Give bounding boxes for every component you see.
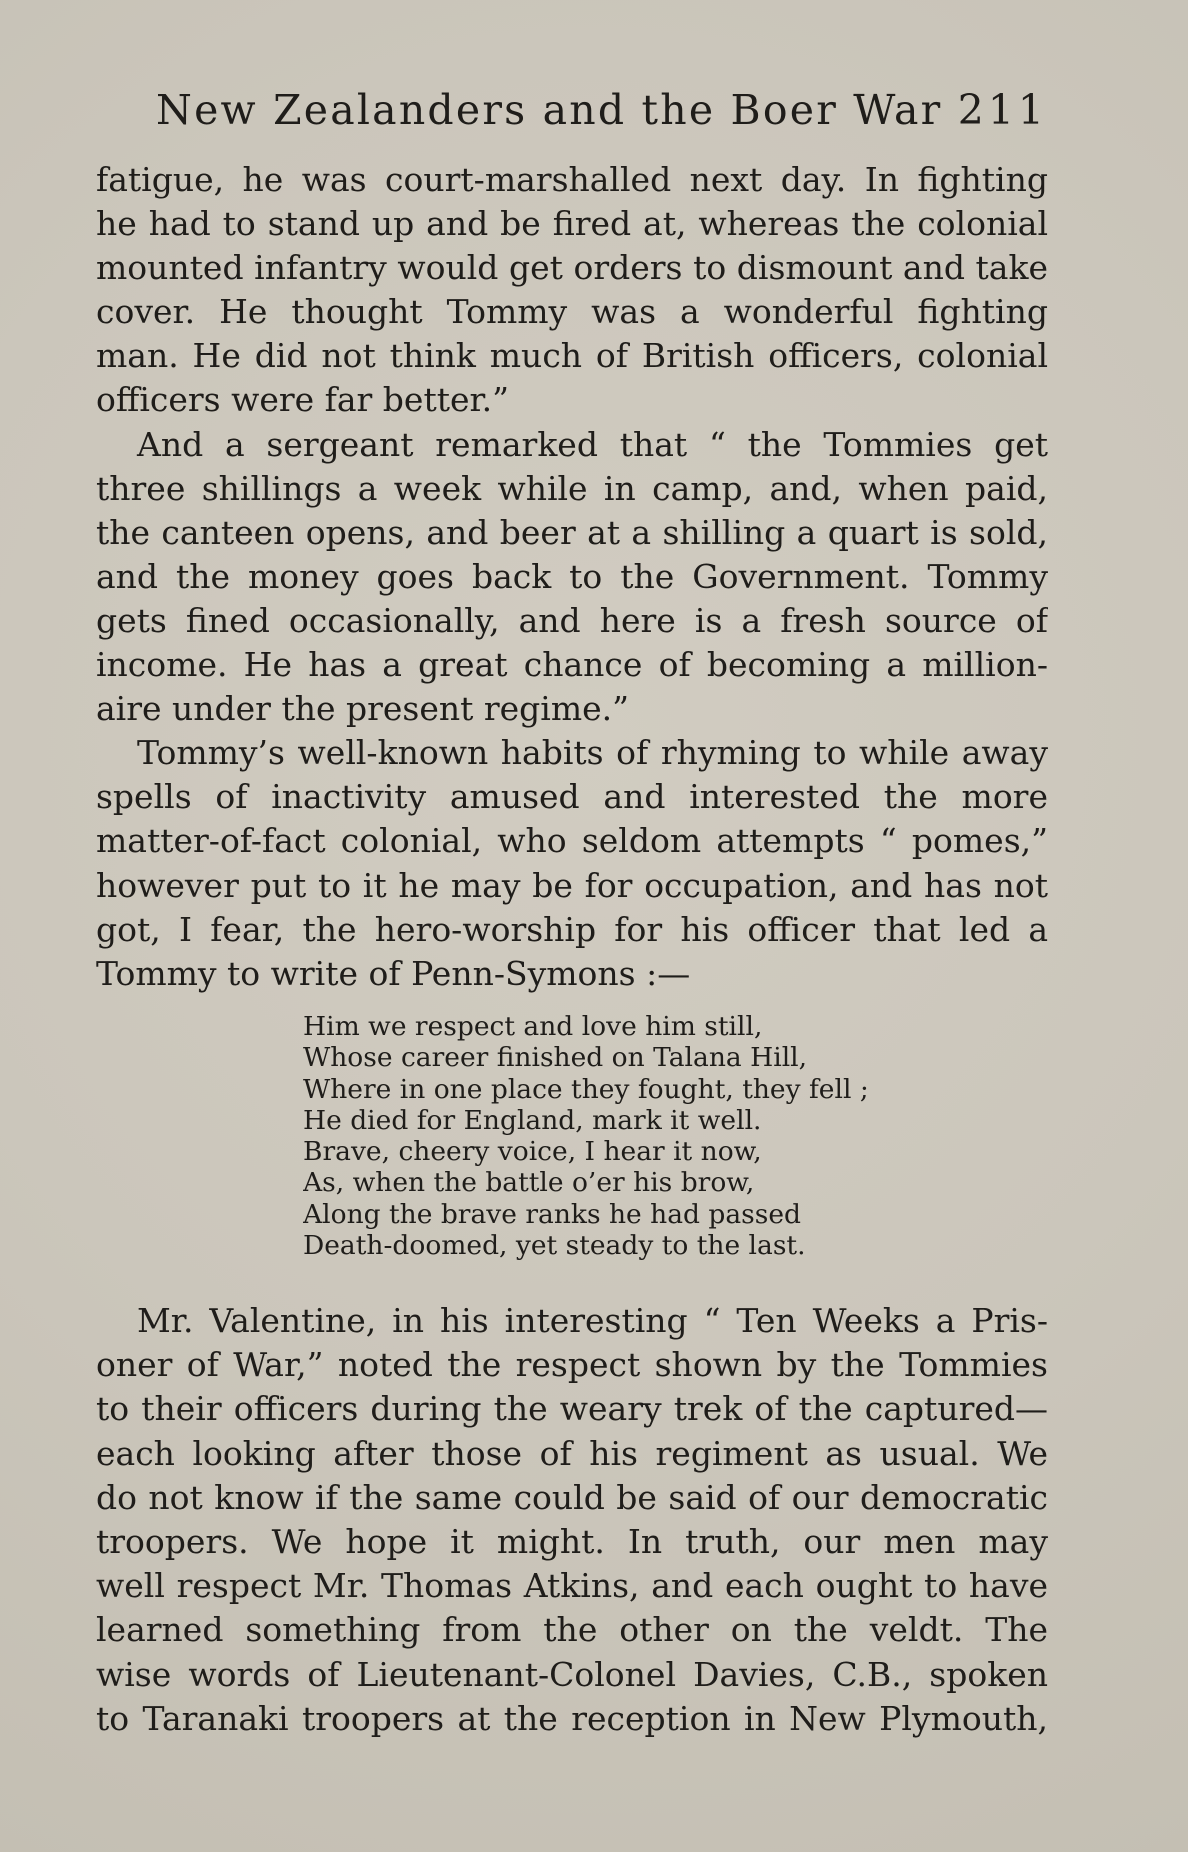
text-line: each looking after those of his regiment as usual. We xyxy=(96,1433,1048,1473)
poem-line: Whose career finished on Talana Hill, xyxy=(303,1042,808,1074)
paragraph-first-line: Mr. Valentine, in his interesting “ Ten Weeks a Pris- xyxy=(137,1301,1048,1340)
text-line: Tommy to write of Penn-Symons :— xyxy=(96,953,691,993)
paragraph-first-line: And a sergeant remarked that “ the Tommies get xyxy=(137,424,1048,464)
text-line: income. He has a great chance of becoming a million- xyxy=(96,645,1048,685)
text-line: however put to it he may be for occupation, and has not xyxy=(96,865,1048,905)
text-line: gets fined occasionally, and here is a fresh source of xyxy=(96,600,1048,640)
body-text-lower xyxy=(96,1299,1048,1741)
text-line: do not know if the same could be said of our democratic xyxy=(96,1477,1048,1517)
text-line: cover. He thought Tommy was a wonderful fighting xyxy=(96,292,1048,332)
text-line: spells of inactivity amused and interested the more xyxy=(96,777,1048,817)
poem-line: Along the brave ranks he had passed xyxy=(303,1198,802,1230)
poem-line: As, when the battle o’er his brow, xyxy=(303,1167,755,1199)
text-line: to their officers during the weary trek of the captured— xyxy=(96,1389,1048,1429)
text-line: well respect Mr. Thomas Atkins, and each ought to have xyxy=(96,1566,1048,1606)
poem-line: Brave, cheery voice, I hear it now, xyxy=(303,1136,762,1168)
text-line: learned something from the other on the veldt. The xyxy=(96,1610,1048,1650)
poem-line: Him we respect and love him still, xyxy=(303,1011,763,1042)
text-line: officers were far better.” xyxy=(96,380,510,420)
poem-block xyxy=(303,1011,953,1261)
running-head xyxy=(156,84,1048,136)
text-line: the canteen opens, and beer at a shilling a quart is sold, xyxy=(96,512,1048,552)
text-line: to Taranaki troopers at the reception in New Plymouth, xyxy=(96,1698,1048,1738)
text-line: mounted infantry would get orders to dismount and take xyxy=(96,248,1048,288)
text-line: man. He did not think much of British officers, colonial xyxy=(96,336,1048,376)
poem-line: Where in one place they fought, they fell ; xyxy=(303,1073,869,1105)
poem-line: He died for England, mark it well. xyxy=(303,1104,762,1136)
body-text-upper xyxy=(96,158,1048,996)
text-line: three shillings a week while in camp, and, when paid, xyxy=(96,468,1048,508)
text-line: got, I fear, the hero-worship for his officer that led a xyxy=(96,909,1048,949)
page-number: 211 xyxy=(957,86,1048,134)
text-line: troopers. We hope it might. In truth, our men may xyxy=(96,1521,1048,1561)
text-line: and the money goes back to the Government. Tommy xyxy=(96,556,1048,596)
paragraph-first-line: Tommy’s well-known habits of rhyming to while away xyxy=(137,733,1048,773)
poem-line: Death-doomed, yet steady to the last. xyxy=(303,1230,806,1262)
text-line: wise words of Lieutenant-Colonel Davies, C.B., spoken xyxy=(96,1654,1048,1694)
text-line: fatigue, he was court-marshalled next day. In fighting xyxy=(96,160,1048,199)
text-line: aire under the present regime.” xyxy=(96,689,630,729)
text-line: matter-of-fact colonial, who seldom attempts “ pomes,” xyxy=(96,821,1048,861)
text-line: oner of War,” noted the respect shown by the Tommies xyxy=(96,1345,1048,1385)
text-line: he had to stand up and be fired at, whereas the colonial xyxy=(96,204,1048,244)
running-head-title: New Zealanders and the Boer War xyxy=(156,86,943,134)
